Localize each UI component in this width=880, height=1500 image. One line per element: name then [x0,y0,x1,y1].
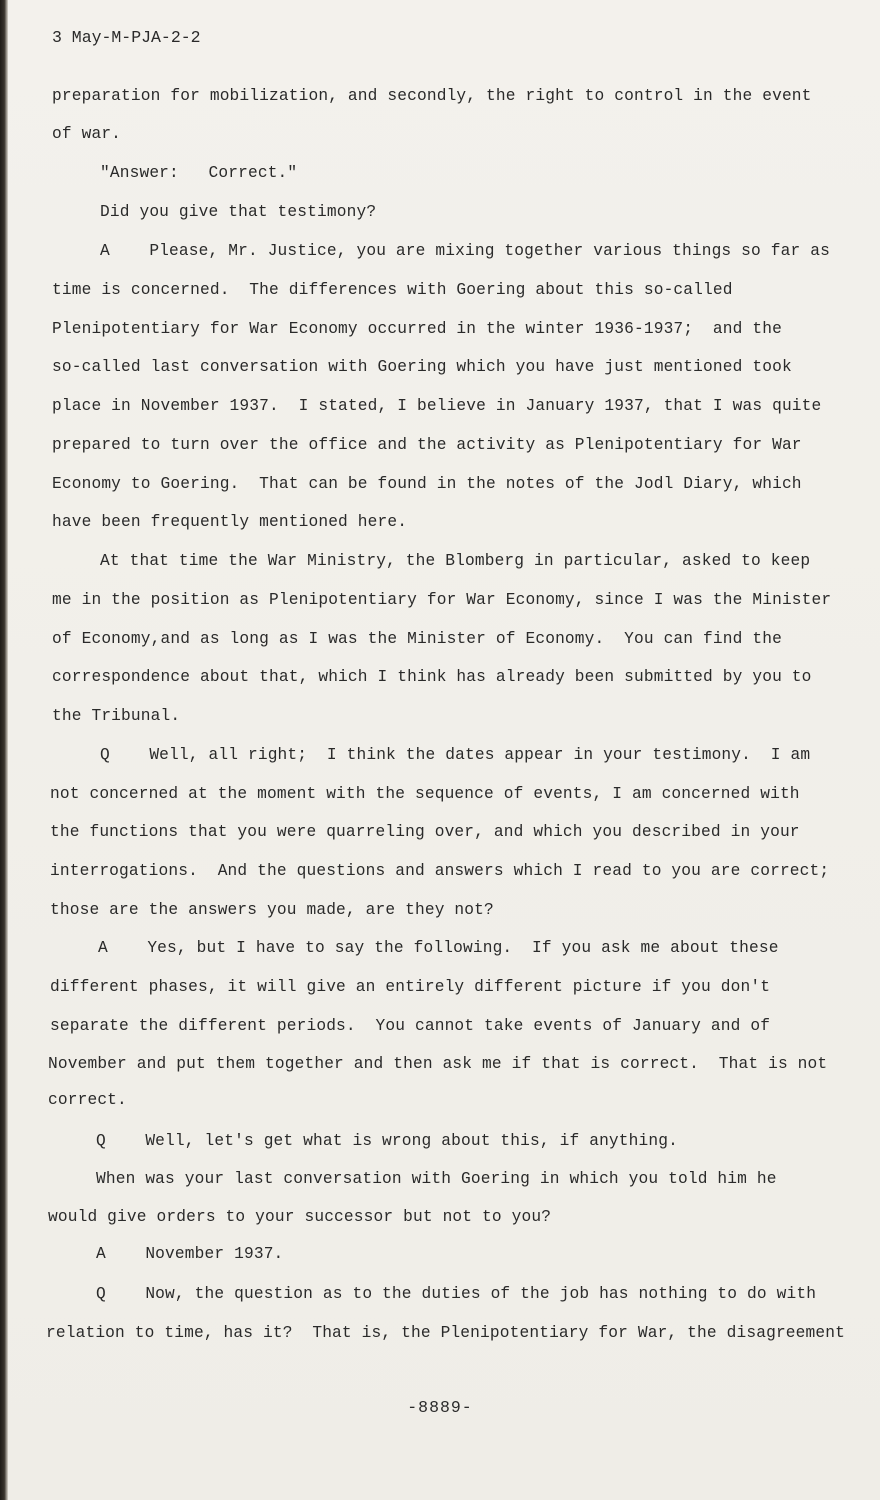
text-line-8: so-called last conversation with Goering which you have just mentioned took [52,358,792,376]
text-line-29: When was your last conversation with Goering in which you told him he [96,1170,777,1188]
text-line-26: November and put them together and then ask me if that is correct. That is not [48,1055,828,1073]
text-line-2: of war. [52,125,122,143]
text-line-11: Economy to Goering. That can be found in the notes of the Jodl Diary, which [52,475,802,493]
page-binding-edge [0,0,8,1500]
text-line-27: correct. [48,1091,127,1109]
text-line-9: place in November 1937. I stated, I believe in January 1937, that I was quite [52,397,822,415]
text-line-22: those are the answers you made, are they not? [50,901,494,919]
text-line-28: Q Well, let's get what is wrong about this, if anything. [96,1132,678,1150]
text-line-7: Plenipotentiary for War Economy occurred in the winter 1936-1937; and the [52,320,782,338]
text-line-32: Q Now, the question as to the duties of the job has nothing to do with [96,1285,817,1303]
text-line-19: not concerned at the moment with the sequence of events, I am concerned with [50,785,800,803]
text-line-1: preparation for mobilization, and secondly, the right to control in the event [52,87,812,105]
text-line-23: A Yes, but I have to say the following. If you ask me about these [98,939,779,957]
text-line-14: me in the position as Plenipotentiary for War Economy, since I was the Minister [52,591,832,609]
text-line-10: prepared to turn over the office and the activity as Plenipotentiary for War [52,436,802,454]
text-line-4: Did you give that testimony? [100,203,377,221]
document-reference: 3 May-M-PJA-2-2 [52,28,201,47]
text-line-20: the functions that you were quarreling over, and which you described in your [50,823,800,841]
text-line-16: correspondence about that, which I think has already been submitted by you to [52,668,812,686]
text-line-25: separate the different periods. You cannot take events of January and of [50,1017,771,1035]
text-line-33: relation to time, has it? That is, the Plenipotentiary for War, the disagreement [46,1324,845,1342]
text-line-21: interrogations. And the questions and answers which I read to you are correct; [50,862,830,880]
text-line-12: have been frequently mentioned here. [52,513,408,531]
text-line-15: of Economy,and as long as I was the Minister of Economy. You can find the [52,630,782,648]
text-line-30: would give orders to your successor but not to you? [48,1208,552,1226]
text-line-5: A Please, Mr. Justice, you are mixing together various things so far as [100,242,830,260]
text-line-13: At that time the War Ministry, the Blomberg in particular, asked to keep [100,552,811,570]
text-line-24: different phases, it will give an entirely different picture if you don't [50,978,771,996]
text-line-31: A November 1937. [96,1245,284,1263]
text-line-3: "Answer: Correct." [100,164,298,182]
text-line-18: Q Well, all right; I think the dates appear in your testimony. I am [100,746,811,764]
text-line-17: the Tribunal. [52,707,181,725]
page-number: -8889- [407,1398,473,1417]
text-line-6: time is concerned. The differences with Goering about this so-called [52,281,733,299]
